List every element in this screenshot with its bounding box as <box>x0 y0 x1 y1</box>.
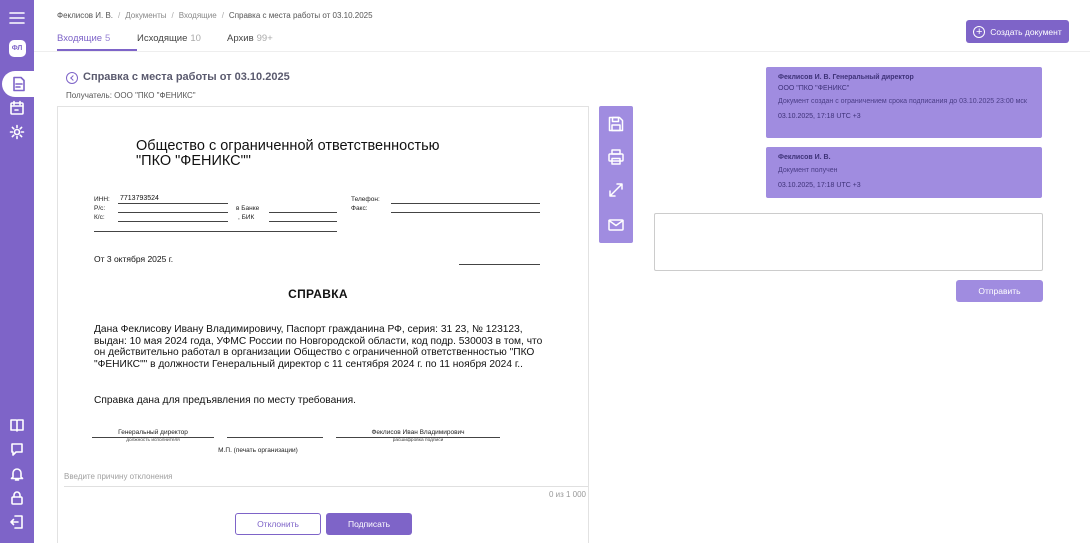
org-name: Общество с ограниченной ответственностью "ПКО "ФЕНИКС"" <box>136 138 440 169</box>
tab-label: Входящие <box>57 33 103 44</box>
bank-line <box>269 212 337 213</box>
inn-line <box>118 203 228 204</box>
sidebar-item-calendar[interactable] <box>0 96 34 120</box>
date-right-line <box>459 264 540 265</box>
breadcrumb-separator: / <box>221 11 224 20</box>
reject-reason-input[interactable] <box>64 467 588 487</box>
tab-archive[interactable] <box>227 31 297 51</box>
fax-label: Факс: <box>351 205 368 212</box>
document-panel <box>57 106 589 543</box>
document-preview <box>58 107 588 467</box>
signature-name: Феклисов Иван Владимирович <box>371 429 465 436</box>
gear-icon <box>9 124 25 140</box>
document-heading: СПРАВКА <box>288 287 348 301</box>
document-body: Дана Феклисову Ивану Владимировичу, Паспорт гражданина РФ, серия: 31 23, № 123123, выдан: 10 мая 2024 года, УФМС России по Новгородской области, код подр. 530003 в том, что он действительно работал в организации Общество с ограниченной ответственностью "ПКО "ФЕНИКС"" в должности Генеральный директор с 11 сентября 2024 г. по 11 ноября 2024 г.. <box>94 324 543 370</box>
sidebar-item-logout[interactable] <box>0 510 34 534</box>
calendar-edit-icon <box>9 100 25 116</box>
signature-name-caption: расшифровка подписи <box>392 438 444 443</box>
send-button[interactable]: Отправить <box>956 280 1043 302</box>
tab-count: 10 <box>190 33 201 44</box>
event-text: Документ создан с ограничением срока подписания до 03.10.2025 23:00 мск <box>778 98 1027 105</box>
sidebar-item-notifications[interactable] <box>0 462 34 486</box>
char-counter: 0 из 1 000 <box>548 490 586 499</box>
tab-count: 99+ <box>256 33 273 44</box>
sidebar-item-knowledge[interactable] <box>0 413 34 437</box>
avatar-initials: ФЛ <box>9 40 26 57</box>
event-title: Феклисов И. В. <box>778 154 831 161</box>
sign-button[interactable]: Подписать <box>326 513 412 535</box>
reject-button[interactable]: Отклонить <box>235 513 321 535</box>
tab-outgoing[interactable] <box>137 31 227 51</box>
menu-icon[interactable] <box>0 6 34 30</box>
bell-icon <box>9 466 25 482</box>
expand-icon <box>607 181 625 199</box>
signature-line <box>227 437 323 438</box>
phone-label: Телефон: <box>351 196 380 203</box>
breadcrumb-separator: / <box>171 11 174 20</box>
book-icon <box>9 417 25 433</box>
logout-icon <box>9 514 25 530</box>
event-time: 03.10.2025, 17:18 UTC +3 <box>778 113 861 120</box>
bik-label: , БИК <box>238 214 255 221</box>
document-purpose: Справка дана для предъявления по месту требования. <box>94 395 356 406</box>
sidebar-item-support[interactable] <box>0 438 34 462</box>
create-document-button[interactable] <box>966 20 1069 43</box>
breadcrumb-user[interactable]: Феклисов И. В. <box>57 11 114 20</box>
document-date: От 3 октября 2025 г. <box>94 254 174 264</box>
lock-icon <box>9 490 25 506</box>
print-icon <box>607 148 625 166</box>
bik-line <box>269 221 337 222</box>
print-button[interactable] <box>599 142 633 172</box>
event-title: Феклисов И. В. Генеральный директор <box>778 74 914 81</box>
comment-input[interactable] <box>654 213 1043 271</box>
recipient: Получатель: ООО "ПКО "ФЕНИКС" <box>66 91 196 100</box>
breadcrumb-incoming[interactable]: Входящие <box>178 11 217 20</box>
header-divider <box>34 51 1090 52</box>
breadcrumb-separator: / <box>118 11 121 20</box>
avatar[interactable] <box>0 36 34 60</box>
tab-count: 5 <box>105 33 111 44</box>
sidebar <box>0 0 34 543</box>
tab-incoming[interactable] <box>57 31 137 51</box>
event-card <box>766 147 1042 198</box>
tab-label: Архив <box>227 33 254 44</box>
back-icon[interactable] <box>66 72 78 84</box>
mail-button[interactable] <box>599 210 633 240</box>
expand-button[interactable] <box>599 175 633 205</box>
save-icon <box>607 115 625 133</box>
page-title: Справка с места работы от 03.10.2025 <box>83 71 290 83</box>
breadcrumb-current: Справка с места работы от 03.10.2025 <box>228 11 373 20</box>
plus-icon: + <box>973 26 985 38</box>
save-button[interactable] <box>599 109 633 139</box>
ks-line <box>118 221 228 222</box>
sidebar-item-documents[interactable] <box>2 71 36 97</box>
rs-label: Р/с: <box>94 205 106 212</box>
inn-value: 7713793524 <box>120 195 159 202</box>
signature-position-caption: должность исполнителя <box>126 438 180 443</box>
event-org: ООО "ПКО "ФЕНИКС" <box>778 85 850 92</box>
document-icon <box>11 76 27 92</box>
mail-icon <box>607 216 625 234</box>
stamp-label: М.П. (печать организации) <box>218 447 298 454</box>
breadcrumb <box>57 11 373 20</box>
event-card <box>766 67 1042 138</box>
sidebar-item-security[interactable] <box>0 486 34 510</box>
event-time: 03.10.2025, 17:18 UTC +3 <box>778 182 861 189</box>
phone-line <box>391 203 540 204</box>
bank-label: в Банке <box>236 205 260 212</box>
event-text: Документ получен <box>778 167 838 174</box>
create-document-label: Создать документ <box>990 26 1062 37</box>
fax-line <box>391 212 540 213</box>
document-toolbar <box>599 106 633 243</box>
rs-line <box>118 212 228 213</box>
signature-position: Генеральный директор <box>118 429 188 436</box>
sidebar-item-settings[interactable] <box>0 120 34 144</box>
ks-label: К/с: <box>94 214 105 221</box>
breadcrumb-documents[interactable]: Документы <box>125 11 167 20</box>
tab-label: Исходящие <box>137 33 188 44</box>
tabs <box>57 31 297 51</box>
chat-icon <box>9 442 25 458</box>
inn-label: ИНН: <box>94 196 110 203</box>
rq-underline <box>94 231 337 232</box>
